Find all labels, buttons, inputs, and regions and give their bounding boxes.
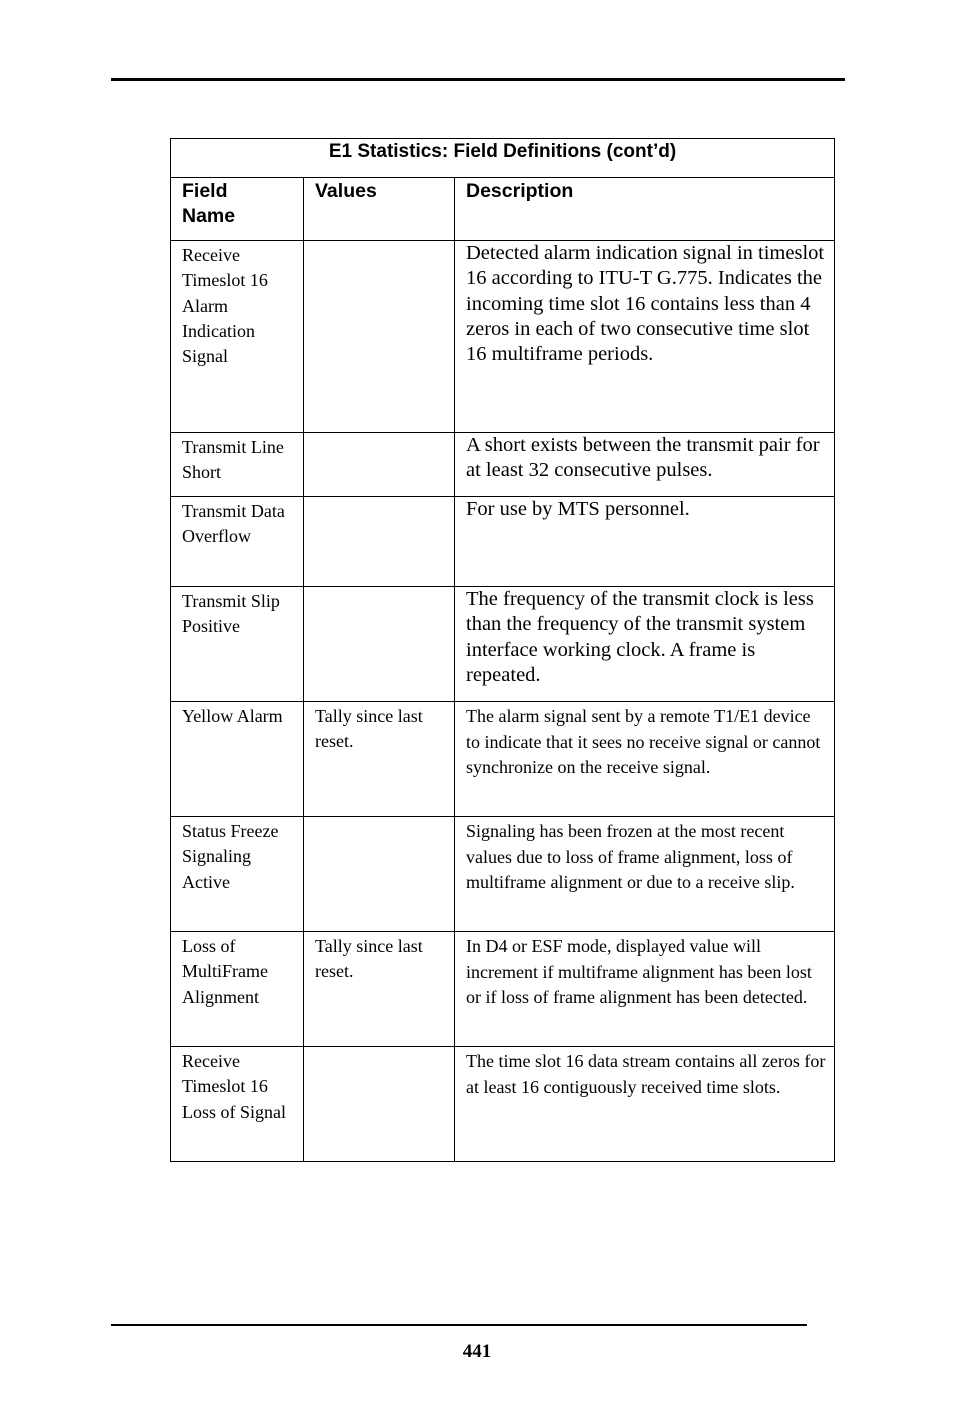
description-cell: Detected alarm indication signal in timeslot 16 according to ITU-T G.775. Indicates the incoming time slot 16 contains less than 4 zeros in each of two consecutive time slot 16 multiframe periods. [455,241,835,433]
description-cell: Signaling has been frozen at the most recent values due to loss of frame alignment, loss of multiframe alignment or due to a receive slip. [455,817,835,932]
footer-rule [111,1324,807,1326]
description-cell: The frequency of the transmit clock is less than the frequency of the transmit system interface working clock. A frame is repeated. [455,587,835,702]
field-name-cell: Yellow Alarm [171,702,304,817]
field-name-cell: Transmit Data Overflow [171,497,304,587]
field-name-cell: Transmit Slip Positive [171,587,304,702]
table-title: E1 Statistics: Field Definitions (cont’d) [171,139,835,178]
field-name-cell: Status Freeze Signaling Active [171,817,304,932]
description-cell: For use by MTS personnel. [455,497,835,587]
table-row [171,702,835,817]
values-cell [304,817,455,932]
table-row [171,433,835,497]
table-header-row [171,178,835,241]
header-description: Description [466,180,574,202]
table-row [171,817,835,932]
values-cell [304,587,455,702]
table-row [171,587,835,702]
field-name-cell: Transmit Line Short [171,433,304,497]
table-title-row [171,139,835,178]
table-row [171,1047,835,1162]
header-values: Values [315,180,377,202]
field-name-cell: Loss of MultiFrame Alignment [171,932,304,1047]
values-cell [304,241,455,433]
table-row [171,241,835,433]
page-number: 441 [462,1341,492,1362]
values-cell: Tally since last reset. [304,702,455,817]
values-cell: Tally since last reset. [304,932,455,1047]
values-cell [304,1047,455,1162]
table-row [171,497,835,587]
table-row [171,932,835,1047]
header-field-name: Field Name [182,180,236,227]
field-name-cell: Receive Timeslot 16 Alarm Indication Signal [171,241,304,433]
field-name-cell: Receive Timeslot 16 Loss of Signal [171,1047,304,1162]
description-cell: In D4 or ESF mode, displayed value will increment if multiframe alignment has been lost or if loss of frame alignment has been detected. [455,932,835,1047]
values-cell [304,497,455,587]
values-cell [304,433,455,497]
description-cell: The alarm signal sent by a remote T1/E1 device to indicate that it sees no receive signal or cannot synchronize on the receive signal. [455,702,835,817]
description-cell: The time slot 16 data stream contains all zeros for at least 16 contiguously received time slots. [455,1047,835,1162]
description-cell: A short exists between the transmit pair for at least 32 consecutive pulses. [455,433,835,497]
header-rule [111,78,845,81]
field-definitions-table [170,138,835,1162]
